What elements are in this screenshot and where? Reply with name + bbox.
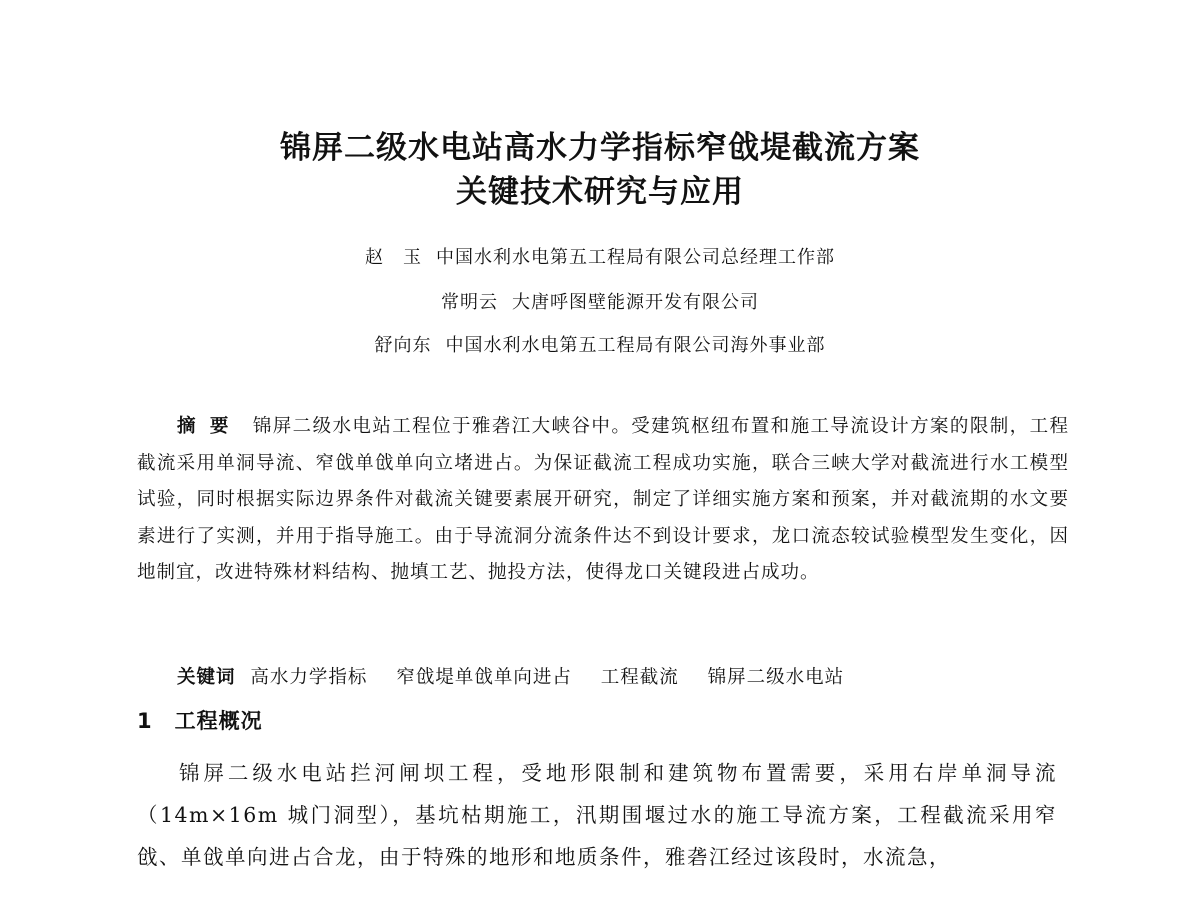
keyword-item: 窄戗堤单戗单向进占 [396, 667, 572, 688]
keyword-item: 工程截流 [600, 667, 679, 688]
keywords [177, 663, 866, 689]
author-name: 常明云 [441, 292, 498, 313]
abstract-label: 摘要 [177, 416, 243, 437]
section-number: 1 [137, 709, 153, 733]
author-name: 舒向东 [374, 335, 432, 356]
abstract-text: 锦屏二级水电站工程位于雅砻江大峡谷中。受建筑枢纽布置和施工导流设计方案的限制，工程截流采用单洞导流、窄戗单戗单向立堵进占。为保证截流工程成功实施，联合三峡大学对截流进行水工模型试验，同时根据实际边界条件对截流关键要素展开研究，制定了详细实施方案和预案，并对截流期的水文要素进行了实测，并用于指导施工。由于导流洞分流条件达不到设计要求，龙口流态较试验模型发生变化，因地制宜，改进特殊材料结构、抛填工艺、抛投方法，使得龙口关键段进占成功。 [137, 416, 1069, 583]
keywords-label: 关键词 [177, 667, 236, 688]
keyword-item: 锦屏二级水电站 [707, 667, 845, 688]
author-name: 赵 玉 [365, 247, 422, 268]
author-entry [0, 288, 1200, 314]
keyword-item: 高水力学指标 [250, 667, 368, 688]
paper-title-line-2: 关键技术研究与应用 [456, 174, 744, 210]
section-heading [137, 705, 263, 735]
paper-title-line-1: 锦屏二级水电站高水力学指标窄戗堤截流方案 [280, 130, 920, 166]
author-entry [0, 243, 1200, 269]
author-entry [0, 331, 1200, 357]
body-paragraph: 锦屏二级水电站拦河闸坝工程，受地形限制和建筑物布置需要，采用右岸单洞导流（14m×16m 城门洞型），基坑枯期施工，汛期围堰过水的施工导流方案，工程截流采用窄戗、单戗单向进占合龙，由于特殊的地形和地质条件，雅砻江经过该段时，水流急， [137, 761, 1057, 869]
author-affiliation: 大唐呼图壁能源开发有限公司 [512, 292, 759, 313]
author-affiliation: 中国水利水电第五工程局有限公司海外事业部 [445, 335, 826, 356]
section-title: 工程概况 [174, 709, 263, 733]
abstract [137, 409, 1069, 592]
author-affiliation: 中国水利水电第五工程局有限公司总经理工作部 [436, 247, 835, 268]
